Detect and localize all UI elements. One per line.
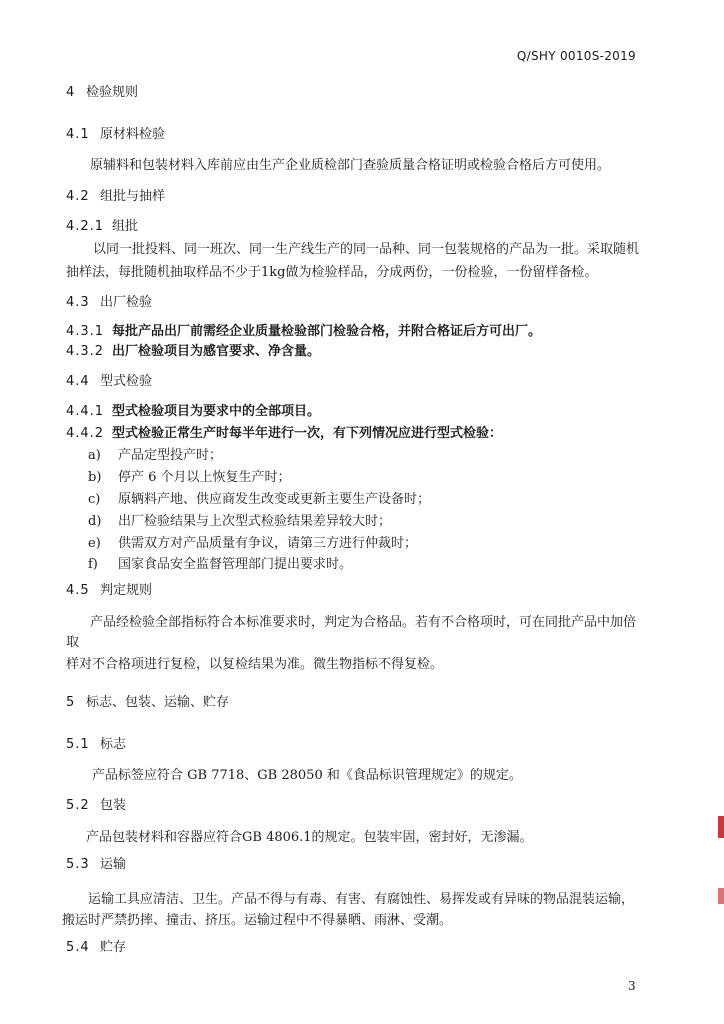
section-title: 包装 bbox=[100, 798, 127, 813]
clause-text: 每批产品出厂前需经企业质量检验部门检验合格，并附合格证后方可出厂。 bbox=[112, 324, 542, 339]
section-number: 5 bbox=[66, 695, 76, 710]
clause-number: 4.4.1 bbox=[66, 404, 105, 419]
paragraph-line: 取 bbox=[66, 635, 80, 650]
section-number: 4.2.1 bbox=[66, 219, 105, 234]
list-text: 原辆料产地、供应商发生改变或更新主要生产设备时； bbox=[118, 492, 431, 507]
clause-number: 4.3.2 bbox=[66, 344, 105, 359]
list-marker: d) bbox=[88, 514, 102, 529]
section-title: 贮存 bbox=[100, 940, 127, 955]
document-code: Q/SHY 0010S-2019 bbox=[516, 49, 636, 63]
section-5-2-heading bbox=[66, 797, 126, 815]
clause-4-3-2 bbox=[66, 343, 320, 361]
list-item bbox=[88, 556, 352, 574]
section-title: 标志 bbox=[100, 737, 127, 752]
paragraph: 产品标签应符合 GB 7718、GB 28050 和《食品标识管理规定》的规定。 bbox=[92, 768, 522, 783]
paragraph-line: 搬运时严禁扔摔、撞击、挤压。运输过程中不得暴晒、雨淋、受潮。 bbox=[62, 913, 453, 928]
paragraph-line: 产品经检验全部指标符合本标准要求时，判定为合格品。若有不合格项时，可在同批产品中加倍 bbox=[90, 615, 637, 630]
list-item bbox=[88, 469, 291, 487]
section-number: 4.1 bbox=[66, 127, 90, 142]
list-marker: c) bbox=[88, 492, 101, 507]
section-title: 运输 bbox=[100, 857, 127, 872]
section-number: 5.2 bbox=[66, 798, 90, 813]
list-item bbox=[88, 513, 391, 531]
paragraph: 产品包装材料和容器应符合GB 4806.1的规定。包装牢固，密封好，无渗漏。 bbox=[86, 830, 533, 845]
section-number: 5.3 bbox=[66, 857, 90, 872]
section-4-1-heading bbox=[66, 126, 165, 144]
section-5-4-heading bbox=[66, 939, 126, 957]
clause-text: 型式检验正常生产时每半年进行一次，有下列情况应进行型式检验： bbox=[112, 426, 503, 441]
paragraph: 原辅料和包装材料入库前应由生产企业质检部门查验质量合格证明或检验合格后方可使用。 bbox=[90, 158, 611, 173]
clause-4-4-1 bbox=[66, 403, 320, 421]
section-number: 5.1 bbox=[66, 737, 90, 752]
list-item bbox=[88, 491, 430, 509]
section-number: 4.3 bbox=[66, 295, 90, 310]
section-title: 出厂检验 bbox=[100, 295, 153, 310]
list-marker: a) bbox=[88, 448, 101, 463]
section-4-4-heading bbox=[66, 373, 152, 391]
scan-edge-mark bbox=[718, 888, 724, 904]
list-marker: f) bbox=[88, 557, 98, 572]
section-title: 型式检验 bbox=[100, 374, 153, 389]
list-marker: e) bbox=[88, 536, 101, 551]
paragraph-line: 以同一批投料、同一班次、同一生产线生产的同一品种、同一包装规格的产品为一批。采取随机 bbox=[93, 242, 640, 257]
clause-text: 出厂检验项目为感官要求、净含量。 bbox=[112, 344, 321, 359]
list-text: 国家食品安全监督管理部门提出要求时。 bbox=[118, 557, 353, 572]
section-number: 4 bbox=[66, 85, 76, 100]
section-4-2-1-heading bbox=[66, 218, 138, 236]
paragraph-line: 抽样法，每批随机抽取样品不少于1kg做为检验样品，分成两份，一份检验，一份留样备检。 bbox=[66, 265, 598, 280]
clause-4-3-1 bbox=[66, 323, 541, 341]
list-text: 出厂检验结果与上次型式检验结果差异较大时； bbox=[118, 514, 392, 529]
paragraph-line: 样对不合格项进行复检，以复检结果为准。微生物指标不得复检。 bbox=[66, 657, 444, 672]
section-title: 判定规则 bbox=[100, 583, 153, 598]
page-number: 3 bbox=[628, 979, 636, 993]
section-5-3-heading bbox=[66, 856, 126, 874]
section-4-3-heading bbox=[66, 294, 152, 312]
section-4-heading bbox=[66, 84, 138, 102]
section-5-1-heading bbox=[66, 736, 126, 754]
list-item bbox=[88, 447, 222, 465]
section-5-heading bbox=[66, 694, 229, 712]
clause-number: 4.3.1 bbox=[66, 324, 105, 339]
section-number: 4.4 bbox=[66, 374, 90, 389]
section-title: 检验规则 bbox=[86, 85, 139, 100]
paragraph-line: 运输工具应清洁、卫生。产品不得与有毒、有害、有腐蚀性、易挥发或有异味的物品混装运输， bbox=[88, 892, 635, 907]
clause-number: 4.4.2 bbox=[66, 426, 105, 441]
list-text: 产品定型投产时； bbox=[118, 448, 223, 463]
section-4-5-heading bbox=[66, 582, 152, 600]
section-title: 组批 bbox=[112, 219, 139, 234]
section-number: 4.5 bbox=[66, 583, 90, 598]
scan-edge-mark bbox=[718, 816, 724, 838]
list-text: 停产 6 个月以上恢复生产时； bbox=[118, 470, 291, 485]
list-text: 供需双方对产品质量有争议，请第三方进行仲裁时； bbox=[118, 536, 418, 551]
list-item bbox=[88, 535, 417, 553]
list-marker: b) bbox=[88, 470, 102, 485]
section-number: 5.4 bbox=[66, 940, 90, 955]
clause-text: 型式检验项目为要求中的全部项目。 bbox=[112, 404, 321, 419]
section-number: 4.2 bbox=[66, 189, 90, 204]
section-4-2-heading bbox=[66, 188, 165, 206]
section-title: 标志、包装、运输、贮存 bbox=[86, 695, 230, 710]
section-title: 原材料检验 bbox=[100, 127, 166, 142]
section-title: 组批与抽样 bbox=[100, 189, 166, 204]
clause-4-4-2 bbox=[66, 425, 502, 443]
